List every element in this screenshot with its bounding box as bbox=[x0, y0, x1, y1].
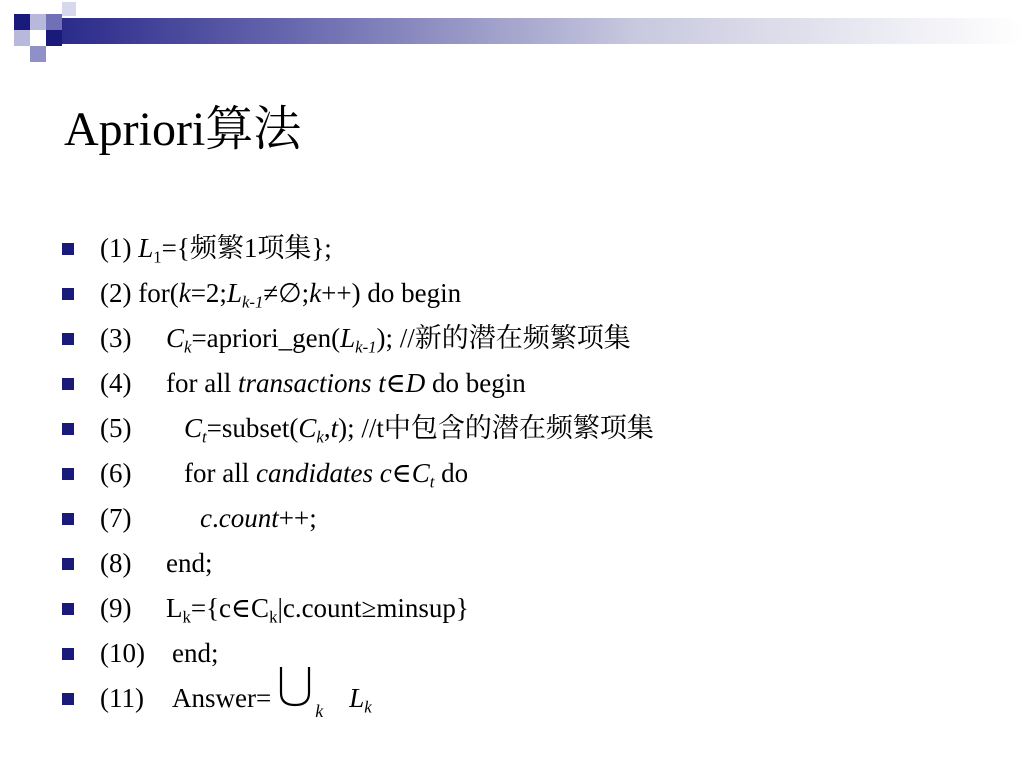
line-number: (8) bbox=[100, 548, 132, 578]
var-C: C bbox=[184, 413, 203, 443]
bullet-icon bbox=[62, 513, 74, 525]
italic-text: count bbox=[218, 503, 279, 533]
bullet-icon bbox=[62, 333, 74, 345]
subscript: t bbox=[429, 472, 435, 492]
line-text: C bbox=[251, 593, 270, 623]
list-item bbox=[62, 316, 1002, 361]
line-text: . bbox=[211, 503, 219, 533]
union-icon bbox=[277, 665, 313, 709]
bullet-icon bbox=[62, 648, 74, 660]
subscript: k bbox=[316, 427, 324, 447]
line-text: end; bbox=[166, 548, 213, 578]
var-k: k bbox=[309, 278, 322, 308]
subscript: k bbox=[364, 697, 372, 717]
bullet-icon bbox=[62, 558, 74, 570]
line-number: (1) bbox=[100, 233, 132, 263]
italic-text: transactions t bbox=[237, 368, 386, 398]
decor-square bbox=[46, 30, 62, 46]
var-c: c bbox=[200, 503, 212, 533]
line-text: for all bbox=[184, 458, 256, 488]
decor-square bbox=[14, 14, 30, 30]
line-text: Answer= bbox=[172, 683, 272, 713]
line-number: (2) bbox=[100, 278, 132, 308]
var-L: L bbox=[340, 323, 356, 353]
var-D: D bbox=[405, 368, 426, 398]
list-item bbox=[62, 406, 1002, 451]
element-of-symbol: ∈ bbox=[385, 368, 406, 398]
var-C: C bbox=[166, 323, 185, 353]
subscript: k bbox=[184, 337, 192, 357]
algorithm-list bbox=[62, 226, 1002, 721]
list-item bbox=[62, 496, 1002, 541]
subscript: k bbox=[315, 701, 324, 721]
line-text: ={c bbox=[190, 593, 232, 623]
bullet-icon bbox=[62, 288, 74, 300]
bullet-icon bbox=[62, 603, 74, 615]
line-text: =2; bbox=[190, 278, 227, 308]
line-text: ++) do begin bbox=[321, 278, 462, 308]
slide-title: Apriori算法 bbox=[64, 103, 302, 156]
subscript: k-1 bbox=[355, 337, 377, 357]
bullet-icon bbox=[62, 693, 74, 705]
var-k: k bbox=[178, 278, 191, 308]
subscript: k bbox=[269, 607, 278, 627]
line-number: (11) bbox=[100, 683, 144, 713]
list-item bbox=[62, 226, 1002, 271]
line-text: ); //t中包含的潜在频繁项集 bbox=[338, 413, 654, 443]
decor-square bbox=[46, 14, 62, 30]
header-gradient-bar bbox=[60, 18, 1024, 44]
geq-symbol: ≥ bbox=[361, 593, 377, 623]
line-text: end; bbox=[172, 638, 219, 668]
bullet-icon bbox=[62, 378, 74, 390]
line-text: ≠∅; bbox=[263, 278, 310, 308]
var-L: L bbox=[226, 278, 242, 308]
list-item bbox=[62, 541, 1002, 586]
line-text: =subset( bbox=[206, 413, 299, 443]
list-item bbox=[62, 451, 1002, 496]
list-item bbox=[62, 586, 1002, 631]
list-item bbox=[62, 631, 1002, 676]
decor-square bbox=[62, 2, 76, 16]
line-number: (6) bbox=[100, 458, 132, 488]
list-item bbox=[62, 361, 1002, 406]
italic-text: candidates c bbox=[255, 458, 392, 488]
subscript: 1 bbox=[153, 247, 162, 267]
list-item bbox=[62, 676, 1002, 721]
line-text: =apriori_gen( bbox=[191, 323, 341, 353]
var-t: t bbox=[330, 413, 339, 443]
var-C: C bbox=[298, 413, 317, 443]
line-text: |c.count bbox=[277, 593, 362, 623]
bullet-icon bbox=[62, 423, 74, 435]
line-number: (7) bbox=[100, 503, 132, 533]
line-number: (3) bbox=[100, 323, 132, 353]
line-text: , bbox=[323, 413, 331, 443]
subscript: t bbox=[202, 427, 207, 447]
element-of-symbol: ∈ bbox=[391, 458, 412, 488]
list-item bbox=[62, 271, 1002, 316]
line-number: (5) bbox=[100, 413, 132, 443]
var-C: C bbox=[411, 458, 430, 488]
line-number: (4) bbox=[100, 368, 132, 398]
var-L: L bbox=[349, 683, 365, 713]
line-text: ={频繁1项集}; bbox=[161, 233, 332, 263]
line-number: (9) bbox=[100, 593, 132, 623]
line-text: for all bbox=[166, 368, 238, 398]
element-of-symbol: ∈ bbox=[231, 593, 252, 623]
decor-square bbox=[30, 14, 46, 30]
line-number: (10) bbox=[100, 638, 145, 668]
line-text: do begin bbox=[425, 368, 526, 398]
decor-square bbox=[30, 46, 46, 62]
line-text: minsup} bbox=[376, 593, 469, 623]
bullet-icon bbox=[62, 468, 74, 480]
line-text: ++; bbox=[278, 503, 317, 533]
line-text: for( bbox=[138, 278, 179, 308]
subscript: k bbox=[182, 607, 191, 627]
big-union-symbol bbox=[277, 681, 347, 721]
subscript: k-1 bbox=[241, 292, 264, 312]
line-text: L bbox=[166, 593, 183, 623]
bullet-icon bbox=[62, 243, 74, 255]
line-text: do bbox=[434, 458, 469, 488]
line-text: ); //新的潜在频繁项集 bbox=[376, 323, 631, 353]
var-L: L bbox=[138, 233, 154, 263]
decor-square bbox=[14, 30, 30, 46]
